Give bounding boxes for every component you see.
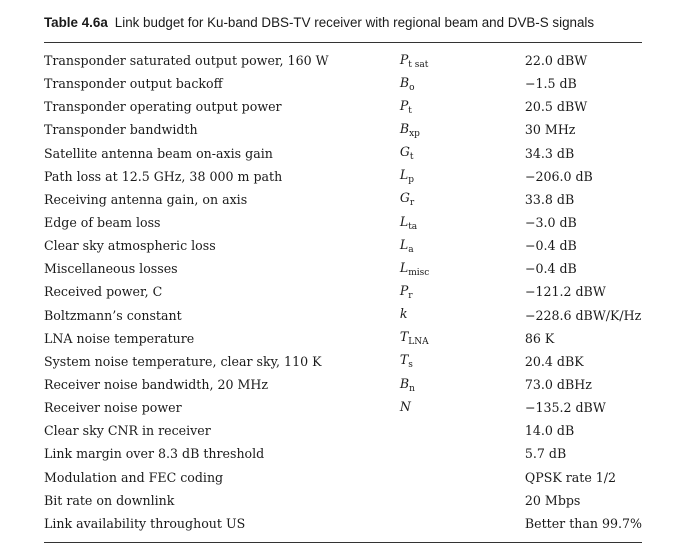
table-row <box>44 95 642 118</box>
symbol-cell <box>400 466 525 489</box>
symbol-subscript: a <box>408 244 414 255</box>
symbol-subscript: r <box>408 290 413 301</box>
symbol-cell <box>400 188 525 211</box>
table-row <box>44 165 642 188</box>
symbol-cell <box>400 211 525 234</box>
parameter-cell: Boltzmann’s constant <box>44 307 182 323</box>
link-budget-table <box>44 0 642 543</box>
parameter-cell: Transponder bandwidth <box>44 122 198 138</box>
symbol-base: k <box>399 306 408 322</box>
symbol-subscript: s <box>408 360 413 371</box>
table-label: Table 4.6a <box>44 15 108 30</box>
value-cell: −206.0 dB <box>524 168 593 184</box>
symbol-cell <box>400 72 525 95</box>
value-cell: −228.6 dBW/K/Hz <box>524 307 642 323</box>
value-cell: 20.5 dBW <box>524 99 588 115</box>
value-cell: QPSK rate 1/2 <box>524 469 617 485</box>
value-cell: 33.8 dB <box>524 191 575 207</box>
value-cell: −135.2 dBW <box>524 400 606 416</box>
parameter-cell: Receiver noise power <box>44 400 182 416</box>
symbol-cell <box>400 165 525 188</box>
symbol-base: P <box>399 51 409 67</box>
table-row <box>44 234 642 257</box>
table-row <box>44 280 642 303</box>
symbol-cell <box>400 49 525 72</box>
parameter-cell: Receiver noise bandwidth, 20 MHz <box>44 377 269 393</box>
parameter-cell: Edge of beam loss <box>44 215 161 231</box>
symbol-base: P <box>399 97 409 113</box>
parameter-cell: Link availability throughout US <box>44 515 246 531</box>
table-row <box>44 373 642 396</box>
symbol-subscript: p <box>408 175 414 186</box>
parameter-cell: Clear sky CNR in receiver <box>44 423 211 439</box>
symbol-cell <box>400 118 525 141</box>
parameter-cell: Received power, C <box>44 284 163 300</box>
symbol-base: B <box>399 375 410 391</box>
value-cell: 34.3 dB <box>524 145 575 161</box>
symbol-cell <box>400 257 525 280</box>
value-cell: 20.4 dBK <box>524 353 584 369</box>
parameter-cell: Clear sky atmospheric loss <box>44 238 216 254</box>
parameter-cell: Transponder operating output power <box>44 99 282 115</box>
symbol-subscript: n <box>409 383 415 394</box>
symbol-base: B <box>399 74 410 90</box>
value-cell: 20 Mbps <box>524 492 581 508</box>
table-row <box>44 257 642 280</box>
table-row <box>44 350 642 373</box>
symbol-cell <box>400 442 525 465</box>
budget-table <box>44 49 642 535</box>
symbol-subscript: t <box>409 152 414 163</box>
symbol-subscript: t sat <box>408 59 429 70</box>
top-rule <box>44 42 642 43</box>
symbol-subscript: o <box>409 82 415 93</box>
parameter-cell: LNA noise temperature <box>44 330 195 346</box>
table-body <box>44 49 642 535</box>
value-cell: −0.4 dB <box>524 261 577 277</box>
table-row <box>44 396 642 419</box>
symbol-base: N <box>399 398 411 414</box>
symbol-cell <box>400 304 525 327</box>
symbol-base: L <box>399 236 409 252</box>
table-row <box>44 188 642 211</box>
symbol-base: B <box>399 120 410 136</box>
symbol-cell <box>400 234 525 257</box>
table-row <box>44 466 642 489</box>
table-row <box>44 304 642 327</box>
symbol-cell <box>400 489 525 512</box>
table-row <box>44 327 642 350</box>
value-cell: −121.2 dBW <box>524 284 606 300</box>
parameter-cell: Modulation and FEC coding <box>44 469 224 485</box>
symbol-cell <box>400 95 525 118</box>
parameter-cell: Transponder saturated output power, 160 W <box>44 53 329 69</box>
table-row <box>44 442 642 465</box>
symbol-cell <box>400 373 525 396</box>
symbol-base: L <box>399 259 409 275</box>
table-row <box>44 512 642 535</box>
symbol-base: G <box>399 144 410 160</box>
symbol-cell <box>400 280 525 303</box>
value-cell: 86 K <box>524 330 555 346</box>
value-cell: 14.0 dB <box>524 423 575 439</box>
parameter-cell: Bit rate on downlink <box>44 492 175 508</box>
symbol-cell <box>400 327 525 350</box>
value-cell: Better than 99.7% <box>524 515 642 531</box>
table-caption <box>44 15 642 42</box>
symbol-subscript: r <box>409 198 415 209</box>
symbol-base: L <box>399 213 409 229</box>
value-cell: −3.0 dB <box>524 215 577 231</box>
value-cell: −1.5 dB <box>524 76 577 92</box>
parameter-cell: Link margin over 8.3 dB threshold <box>44 446 265 462</box>
table-row <box>44 142 642 165</box>
symbol-subscript: LNA <box>408 337 429 348</box>
symbol-cell <box>400 512 525 535</box>
symbol-subscript: xp <box>409 128 420 139</box>
symbol-base: T <box>399 329 409 345</box>
parameter-cell: System noise temperature, clear sky, 110 K <box>44 353 322 369</box>
table-row <box>44 118 642 141</box>
symbol-cell <box>400 396 525 419</box>
table-row <box>44 211 642 234</box>
symbol-cell <box>400 350 525 373</box>
parameter-cell: Receiving antenna gain, on axis <box>44 191 248 207</box>
value-cell: 30 MHz <box>524 122 576 138</box>
symbol-subscript: misc <box>408 267 430 278</box>
symbol-subscript: ta <box>408 221 418 232</box>
symbol-base: L <box>399 167 409 183</box>
value-cell: 73.0 dBHz <box>524 377 592 393</box>
table-title: Link budget for Ku-band DBS-TV receiver with regional beam and DVB-S signals <box>114 15 595 30</box>
symbol-cell <box>400 419 525 442</box>
symbol-base: G <box>399 190 410 206</box>
parameter-cell: Transponder output backoff <box>44 76 223 92</box>
symbol-subscript: t <box>408 105 412 116</box>
parameter-cell: Satellite antenna beam on-axis gain <box>44 145 273 161</box>
table-row <box>44 489 642 512</box>
symbol-base: T <box>399 352 409 368</box>
bottom-rule <box>44 542 642 543</box>
parameter-cell: Miscellaneous losses <box>44 261 178 277</box>
symbol-base: P <box>399 282 409 298</box>
table-row <box>44 419 642 442</box>
symbol-cell <box>400 142 525 165</box>
value-cell: 5.7 dB <box>524 446 567 462</box>
value-cell: 22.0 dBW <box>524 53 588 69</box>
value-cell: −0.4 dB <box>524 238 577 254</box>
parameter-cell: Path loss at 12.5 GHz, 38 000 m path <box>44 168 283 184</box>
table-row <box>44 49 642 72</box>
table-row <box>44 72 642 95</box>
